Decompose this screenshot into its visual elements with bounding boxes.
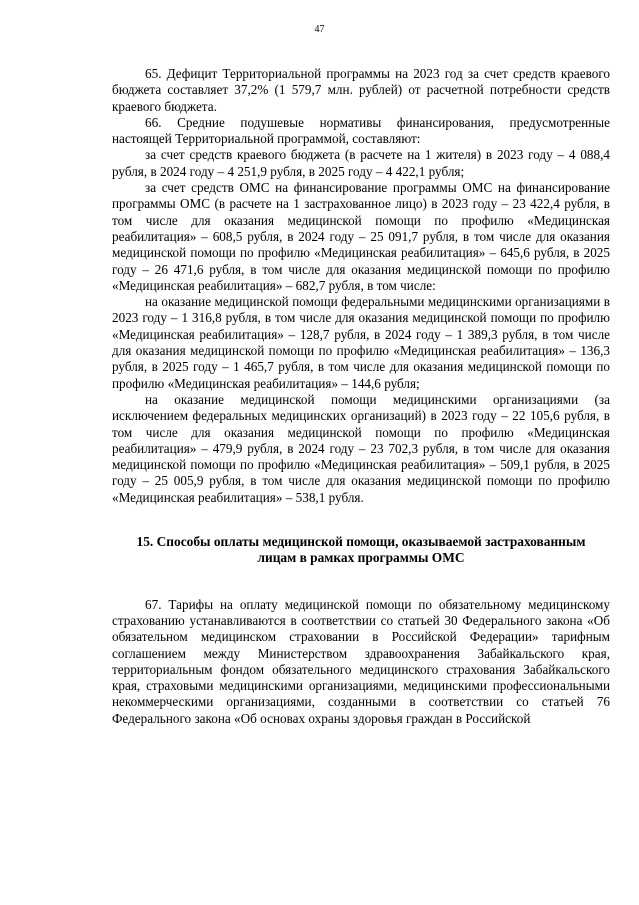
heading-spacer (112, 567, 610, 597)
document-body (112, 66, 610, 727)
paragraph-medical-organizations: на оказание медицинской помощи медицинскими организациями (за исключением федеральных медицинских организаций) в 2023 году – 22 105,6 рубля, в том числе для оказания медицинской помощи по профилю «Медицинская реабилитация» – 479,9 рубля, в 2024 году – 23 702,3 рубля, в том числе для оказания медицинской помощи по профилю «Медицинская реабилитация» – 509,1 рубля, в 2025 году – 25 005,9 рубля, в том числе для оказания медицинской помощи по профилю «Медицинская реабилитация» – 538,1 рубля. (112, 391, 610, 505)
section-heading: 15. Способы оплаты медицинской помощи, оказываемой застрахованным лицам в рамках программы ОМС (136, 534, 586, 566)
paragraph-oms-funds: за счет средств ОМС на финансирование программы ОМС на финансирование программы ОМС (в расчете на 1 застрахованное лицо) в 2023 году – 23 422,4 рубля, в том числе для оказания медицинской помощи по профилю «Медицинская реабилитация» – 608,5 рубля, в 2024 году – 25 091,7 рубля, в том числе для оказания медицинской помощи по профилю «Медицинская реабилитация» – 645,6 рубля, в 2025 году – 26 471,6 рубля, в том числе для оказания медицинской помощи по профилю «Медицинская реабилитация» – 682,7 рубля, в том числе: (112, 180, 610, 293)
paragraph-66: 66. Средние подушевые нормативы финансирования, предусмотренные настоящей Территориальной программой, составляют: (112, 114, 610, 147)
paragraph-65: 65. Дефицит Территориальной программы на 2023 год за счет средств краевого бюджета составляет 37,2% (1 579,7 млн. рублей) от расчетной потребности средств краевого бюджета. (112, 66, 610, 114)
paragraph-regional-budget: за счет средств краевого бюджета (в расчете на 1 жителя) в 2023 году – 4 088,4 рубля, в 2024 году – 4 251,9 рубля, в 2025 году – 4 422,1 рубля; (112, 147, 610, 179)
paragraph-federal-organizations: на оказание медицинской помощи федеральными медицинскими организациями в 2023 году – 1 316,8 рубля, в том числе для оказания медицинской помощи по профилю «Медицинская реабилитация» – 128,7 рубля, в 2024 году – 1 389,3 рубля, в том числе для оказания медицинской помощи по профилю «Медицинская реабилитация» – 136,3 рубля, в 2025 году – 1 465,7 рубля, в том числе для оказания медицинской помощи по профилю «Медицинская реабилитация» – 144,6 рубля; (112, 294, 610, 391)
page-number: 47 (314, 24, 325, 35)
paragraph-67: 67. Тарифы на оплату медицинской помощи по обязательному медицинскому страхованию устанавливаются в соответствии со статьей 30 Федерального закона «Об обязательном медицинском страховании в Российской Федерации» тарифным соглашением между Министерством здравоохранения Забайкальского края, территориальным фондом обязательного медицинского страхования Забайкальского края, страховыми медицинскими организациями, медицинскими профессиональными некоммерческими организациями, созданными в соответствии со статьей 76 Федерального закона «Об основах охраны здоровья граждан в Российской (112, 596, 610, 726)
